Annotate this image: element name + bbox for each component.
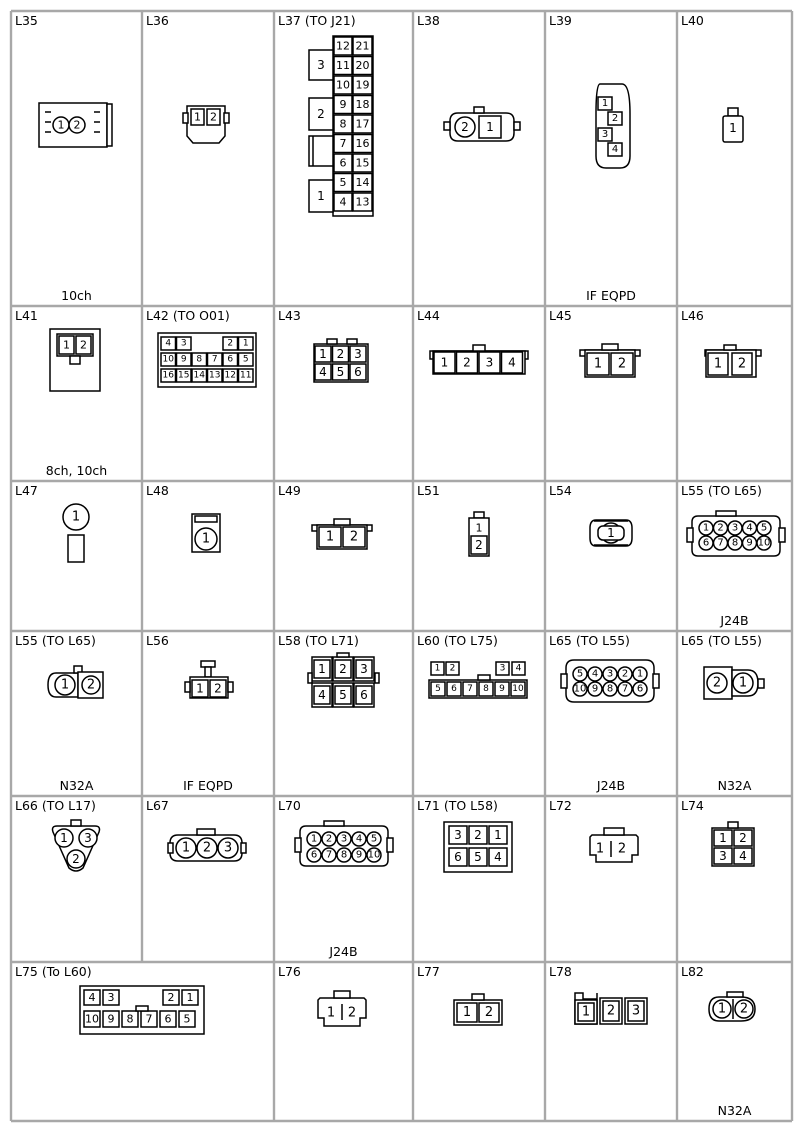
pin-number: 6 (310, 849, 318, 861)
pin-number: 10 (512, 684, 524, 694)
pin-number: 1 (601, 98, 609, 109)
pin-number: 2 (317, 107, 325, 121)
connector-l65b (704, 667, 764, 699)
connector-label: L58 (TO L71) (278, 633, 359, 648)
connector-l38 (444, 107, 520, 141)
connector-label: L40 (681, 13, 704, 28)
pin-number: 1 (60, 677, 70, 693)
connector-label: L65 (TO L55) (549, 633, 630, 648)
pin-number: 1 (717, 1001, 727, 1017)
pin-number: 2 (617, 841, 627, 857)
pin-number: 10 (367, 849, 381, 861)
latch (779, 528, 785, 542)
connector-label: L36 (146, 13, 169, 28)
pin-number: 2 (336, 347, 345, 361)
lock-tab (107, 104, 112, 146)
pin-number: 3 (107, 991, 115, 1004)
pin-number: 2 (463, 355, 471, 370)
pin-number: 1 (581, 1004, 591, 1020)
connector-l41 (50, 329, 100, 391)
pin-number: 18 (355, 98, 370, 111)
connector-label: L46 (681, 308, 704, 323)
pin-number: 5 (242, 354, 249, 365)
pin-number: 2 (347, 1005, 357, 1021)
connector-note: 10ch (61, 288, 92, 303)
latch (295, 838, 301, 852)
lock-tab (728, 822, 738, 828)
pin-number: 9 (591, 683, 599, 695)
latch (653, 674, 659, 688)
lock-tab (327, 339, 337, 344)
pin-number: 4 (355, 833, 363, 845)
pin-number: 7 (621, 683, 629, 695)
pin-number: 1 (57, 118, 65, 132)
latch (444, 122, 450, 130)
connector-label: L55 (TO L65) (15, 633, 96, 648)
pin-number: 8 (126, 1012, 134, 1026)
pin-number: 9 (107, 1012, 115, 1026)
pin-number: 4 (739, 849, 747, 863)
connector-l45 (580, 344, 640, 377)
pin-number: 15 (178, 370, 190, 381)
connector-label: L37 (TO J21) (278, 13, 356, 28)
connector-label: L66 (TO L17) (15, 798, 96, 813)
pin-number: 6 (702, 537, 710, 549)
connector-l55b (48, 666, 103, 698)
connector-label: L44 (417, 308, 440, 323)
pin-number: 5 (576, 668, 584, 680)
pin-number: 2 (214, 681, 222, 696)
connector-l76 (318, 991, 366, 1026)
connector-label: L42 (TO O01) (146, 308, 230, 323)
pin-number: 8 (483, 684, 489, 694)
pin-number: 2 (475, 538, 483, 552)
pin-number: 5 (183, 1012, 191, 1026)
pin-number: 1 (196, 681, 204, 696)
lock-tab (472, 994, 484, 1000)
pin-number: 1 (194, 110, 201, 124)
connector-label: L76 (278, 964, 301, 979)
connector-label: L82 (681, 964, 704, 979)
connector-l77 (454, 994, 502, 1025)
pin-number: 6 (354, 365, 362, 379)
pin-number: 2 (349, 529, 359, 545)
pin-number: 1 (738, 675, 748, 691)
pin-number: 2 (210, 110, 217, 124)
connector-l40 (723, 108, 743, 142)
latch (387, 838, 393, 852)
pin-number: 2 (617, 356, 627, 372)
pin-number: 1 (325, 529, 335, 545)
connector-label: L72 (549, 798, 572, 813)
pin-number: 4 (88, 991, 96, 1004)
pin-number: 1 (318, 662, 326, 676)
pin-number: 10 (85, 1012, 99, 1026)
pin-number: 1 (486, 120, 494, 134)
pin-number: 1 (201, 531, 211, 547)
pin-number: 4 (611, 144, 619, 155)
lock-tab (197, 829, 215, 835)
pin-number: 15 (355, 156, 370, 170)
connector-label: L45 (549, 308, 572, 323)
connector-l43 (314, 339, 368, 382)
pin-number: 2 (606, 1003, 616, 1019)
pin-number: 14 (355, 176, 370, 189)
pin-number: 7 (325, 849, 333, 861)
connector-l51 (469, 512, 489, 556)
connector-l42 (158, 333, 256, 387)
latch (241, 843, 246, 853)
connector-label: L56 (146, 633, 169, 648)
pin-number: 5 (336, 365, 345, 379)
lock-tab (201, 661, 215, 667)
pin-number: 5 (370, 833, 378, 845)
lock-tab (334, 519, 350, 525)
connector-l55a (687, 511, 785, 556)
pin-number: 16 (355, 137, 370, 150)
latch (183, 113, 188, 123)
connector-note: N32A (59, 778, 94, 793)
lock-tab (474, 107, 484, 113)
pin-number: 1 (319, 347, 327, 361)
housing-outline (68, 535, 84, 562)
connector-l39 (596, 84, 630, 168)
pin-number: 7 (467, 684, 473, 694)
pin-number: 1 (494, 828, 502, 842)
pin-number: 21 (355, 39, 370, 53)
pin-number: 2 (339, 662, 347, 676)
lock-tab (604, 828, 624, 835)
pin-number: 1 (607, 526, 615, 540)
pin-number: 17 (355, 117, 370, 131)
pin-number: 4 (318, 688, 326, 702)
connector-note: 8ch, 10ch (45, 463, 108, 478)
pin-number: 20 (355, 59, 370, 72)
lock-tab (195, 516, 217, 522)
pin-number: 4 (746, 522, 753, 534)
pin-number: 3 (340, 833, 348, 845)
pin-number: 3 (606, 668, 614, 680)
lock-tab (70, 356, 80, 364)
pin-number: 11 (336, 59, 350, 72)
pin-number: 2 (611, 113, 619, 124)
post (205, 667, 211, 677)
connector-l46 (705, 345, 761, 377)
latch (375, 673, 379, 683)
connector-label: L51 (417, 483, 440, 498)
pin-number: 2 (449, 663, 456, 674)
lock-tab (71, 820, 81, 826)
pin-number: 2 (737, 356, 747, 372)
pin-number: 1 (719, 831, 727, 845)
pin-number: 6 (454, 850, 462, 864)
connector-label: L39 (549, 13, 572, 28)
connector-label: L43 (278, 308, 301, 323)
pin-number: 16 (162, 370, 174, 381)
latch (185, 682, 190, 692)
pin-number: 6 (360, 688, 368, 702)
pin-number: 11 (240, 370, 252, 381)
connector-label: L74 (681, 798, 704, 813)
pin-number: 1 (63, 338, 70, 352)
pin-number: 2 (80, 338, 87, 352)
pin-number: 3 (223, 840, 233, 856)
connector-l37 (309, 36, 373, 216)
connector-l44 (430, 345, 528, 374)
connector-label: L49 (278, 483, 301, 498)
lock-tab (347, 339, 357, 344)
pin-number: 1 (636, 668, 644, 680)
pin-number: 3 (180, 338, 187, 349)
pin-number: 1 (475, 521, 483, 535)
pin-number: 1 (181, 840, 191, 856)
connector-l60 (429, 662, 527, 698)
connector-label: L75 (To L60) (15, 964, 92, 979)
pin-number: 7 (717, 537, 724, 549)
lock-tab (474, 512, 484, 518)
connector-l74 (712, 822, 754, 866)
pin-number: 3 (499, 663, 506, 674)
pin-number: 6 (227, 354, 234, 365)
pin-number: 3 (731, 522, 739, 534)
lock-tab (728, 108, 738, 116)
connector-l70 (295, 821, 393, 866)
lock-tab (724, 345, 736, 350)
connector-l72 (590, 828, 638, 862)
connector-l67 (168, 829, 246, 861)
pin-number: 6 (636, 683, 644, 695)
pin-number: 3 (601, 129, 609, 140)
pin-number: 19 (355, 78, 370, 92)
connector-l54 (590, 520, 632, 546)
pin-number: 3 (719, 849, 727, 863)
connector-label: L78 (549, 964, 572, 979)
pin-number: 2 (461, 120, 469, 134)
pin-number: 9 (355, 849, 363, 861)
pin-number: 3 (354, 347, 362, 361)
connector-l56 (185, 661, 233, 698)
pin-number: 8 (340, 849, 348, 861)
pin-number: 14 (193, 370, 205, 381)
connector-label: L60 (TO L75) (417, 633, 498, 648)
pin-number: 2 (167, 991, 175, 1004)
connector-note: IF EQPD (586, 288, 636, 303)
pin-number: 4 (515, 663, 522, 674)
pin-number: 6 (339, 156, 347, 170)
pin-number: 12 (224, 370, 236, 381)
connector-l48 (192, 514, 220, 552)
connector-note: J24B (720, 613, 749, 628)
latch (168, 843, 173, 853)
pin-number: 1 (242, 338, 249, 349)
connector-note: N32A (717, 778, 752, 793)
pin-number: 3 (631, 1003, 641, 1019)
pin-number: 9 (746, 537, 753, 549)
connector-l71 (444, 822, 512, 872)
pin-number: 4 (494, 850, 502, 864)
pin-number: 2 (86, 677, 96, 693)
pin-number: 8 (196, 354, 203, 365)
pin-number: 2 (717, 522, 724, 534)
connector-l49 (312, 519, 372, 549)
latch (687, 528, 693, 542)
latch (561, 674, 567, 688)
pin-number: 8 (339, 117, 347, 131)
pin-number: 9 (339, 98, 347, 111)
pin-number: 12 (336, 39, 350, 53)
pin-number: 2 (474, 828, 482, 842)
connector-label: L38 (417, 13, 440, 28)
lock-tab (324, 821, 344, 826)
pin-number: 1 (440, 355, 449, 370)
connector-label: L70 (278, 798, 301, 813)
pin-number: 3 (84, 831, 92, 845)
connector-l58 (308, 653, 379, 707)
pin-number: 10 (573, 683, 587, 695)
pin-number: 5 (339, 688, 347, 702)
connector-l66 (53, 820, 100, 871)
pin-number: 10 (336, 78, 350, 92)
pin-number: 4 (591, 668, 599, 680)
connector-label: L77 (417, 964, 440, 979)
pin-number: 3 (454, 828, 462, 842)
lock-tab (478, 675, 490, 680)
pin-number: 2 (72, 852, 80, 866)
pin-number: 10 (162, 354, 174, 365)
pin-number: 1 (310, 833, 318, 845)
connector-l47 (63, 504, 89, 562)
pin-number: 2 (202, 840, 212, 856)
pin-number: 1 (71, 509, 81, 525)
pin-number: 1 (317, 189, 325, 203)
connector-label: L55 (TO L65) (681, 483, 762, 498)
connector-label: L47 (15, 483, 38, 498)
pin-number: 2 (739, 831, 747, 845)
lock-tab (473, 345, 485, 351)
lock-tab (136, 1006, 148, 1011)
pin-number: 1 (186, 991, 194, 1004)
pin-number: 4 (165, 338, 172, 349)
connector-label: L41 (15, 308, 38, 323)
pin-number: 9 (499, 684, 505, 694)
pin-number: 6 (451, 684, 457, 694)
connector-l82 (709, 992, 755, 1021)
pin-number: 8 (731, 537, 739, 549)
pin-number: 4 (508, 355, 516, 370)
pin-number: 3 (485, 355, 494, 370)
connector-l78 (575, 993, 647, 1024)
pin-number: 13 (355, 195, 370, 209)
lock-tab (602, 344, 618, 350)
pin-number: 7 (211, 354, 218, 365)
pin-number: 2 (73, 118, 81, 132)
pin-number: 3 (360, 662, 368, 676)
lock-tab (337, 653, 349, 657)
pin-number: 2 (621, 668, 629, 680)
connector-label: L54 (549, 483, 572, 498)
pin-number: 6 (164, 1012, 172, 1026)
lock-tab (716, 511, 736, 516)
latch (228, 682, 233, 692)
lock-tab (727, 992, 743, 997)
pin-number: 1 (593, 356, 603, 372)
pin-number: 7 (339, 137, 347, 150)
pin-number: 2 (227, 338, 234, 349)
pin-number: 1 (729, 121, 737, 135)
pin-number: 4 (319, 365, 327, 379)
connector-l65a (561, 660, 659, 702)
pin-number: 7 (145, 1012, 153, 1026)
pin-number: 5 (435, 684, 441, 694)
pin-number: 2 (484, 1005, 494, 1020)
connector-note: J24B (329, 944, 358, 959)
latch (308, 673, 312, 683)
latch (514, 122, 520, 130)
pin-number: 8 (606, 683, 614, 695)
connector-l75 (80, 986, 204, 1034)
connector-label: L71 (TO L58) (417, 798, 498, 813)
connector-l36 (183, 106, 229, 143)
pin-number: 1 (702, 522, 710, 534)
pin-number: 2 (325, 833, 333, 845)
connector-label: L35 (15, 13, 38, 28)
pin-number: 2 (712, 675, 722, 691)
latch (758, 679, 764, 688)
pin-number: 13 (209, 370, 221, 381)
pin-number: 1 (434, 663, 441, 674)
pin-number: 1 (462, 1005, 472, 1020)
connector-label: L48 (146, 483, 169, 498)
pin-number: 5 (760, 522, 768, 534)
lock-tab (334, 991, 350, 998)
pin-number: 1 (326, 1005, 336, 1021)
pin-number: 5 (339, 176, 347, 189)
pin-number: 5 (474, 850, 482, 864)
latch (224, 113, 229, 123)
connector-note: IF EQPD (183, 778, 233, 793)
pin-number: 10 (757, 537, 771, 549)
connector-note: N32A (717, 1103, 752, 1118)
pin-number: 1 (60, 831, 68, 845)
connector-note: J24B (596, 778, 626, 793)
pin-number: 1 (595, 841, 605, 857)
connector-label: L65 (TO L55) (681, 633, 762, 648)
connector-l35 (39, 103, 112, 147)
connector-label: L67 (146, 798, 169, 813)
pin-number: 2 (739, 1001, 749, 1017)
pin-number: 1 (713, 356, 723, 372)
pin-number: 9 (180, 354, 187, 365)
pin-number: 4 (339, 195, 347, 209)
pin-number: 3 (317, 58, 325, 72)
